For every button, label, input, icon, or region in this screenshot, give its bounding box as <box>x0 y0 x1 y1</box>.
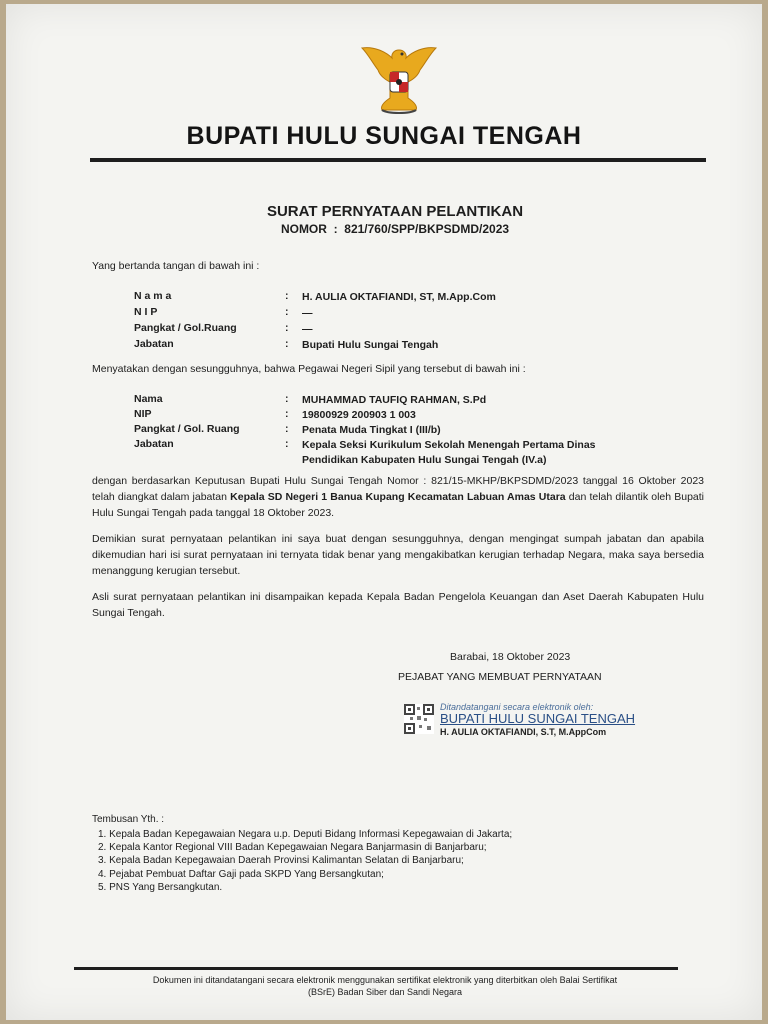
statement-text: Menyatakan dengan sesungguhnya, bahwa Pegawai Negeri Sipil yang tersebut di bawah ini : <box>92 363 526 375</box>
official-title: PEJABAT YANG MEMBUAT PERNYATAAN <box>398 671 602 683</box>
signer-value-position: Bupati Hulu Sungai Tengah <box>302 339 439 351</box>
signer-label-nip: N I P <box>134 306 158 318</box>
intro-text: Yang bertanda tangan di bawah ini : <box>92 260 260 272</box>
footer-divider <box>74 967 678 970</box>
original-copy-paragraph: Asli surat pernyataan pelantikan ini disampaikan kepada Kepala Badan Pengelola Keuangan dan Aset Daerah Kabupaten Hulu Sungai Tengah. <box>92 591 704 619</box>
qr-code-icon <box>404 704 434 734</box>
footer-note: Dokumen ini ditandatangani secara elektronik menggunakan sertifikat elektronik yang diterbitkan oleh Balai Sertifikat (BSrE) Badan Siber dan Sandi Negara <box>152 975 618 997</box>
employee-label-position: Jabatan <box>134 438 174 450</box>
signer-label-rank: Pangkat / Gol.Ruang <box>134 322 237 334</box>
cc-list <box>98 828 512 894</box>
document-title: SURAT PERNYATAAN PELANTIKAN <box>266 203 524 220</box>
signature-title: BUPATI HULU SUNGAI TENGAH <box>440 711 636 726</box>
list-item: 4. Pejabat Pembuat Daftar Gaji pada SKPD Yang Bersangkutan; <box>98 868 384 880</box>
appointment-paragraph: dengan berdasarkan Keputusan Bupati Hulu Sungai Tengah Nomor : 821/15-MKHP/BKPSDMD/2023 tanggal 16 Oktober 2023 telah diangkat dalam jabatan Kepala SD Negeri 1 Banua Kupang Kecamatan Labuan Amas Utara dan telah dilantik oleh Bupati Hulu Sungai Tengah pada tanggal 18 Oktober 2023. <box>92 475 705 519</box>
electronic-signature <box>404 702 664 742</box>
employee-value-name: MUHAMMAD TAUFIQ RAHMAN, S.Pd <box>302 394 487 406</box>
employee-value-position: Kepala Seksi Kurikulum Sekolah Menengah Pertama Dinas Pendidikan Kabupaten Hulu Sungai Tengah (IV.a) <box>302 439 596 466</box>
declaration-paragraph: Demikian surat pernyataan pelantikan ini saya buat dengan sesungguhnya, dengan mengingat sumpah jabatan dan apabila dikemudian hari isi surat pernyataan ini ternyata tidak benar yang mengakibatkan kerugian terhadap Negara, maka saya bersedia menanggung kerugian tersebut. <box>92 533 704 577</box>
signer-value-nip: — <box>302 307 313 319</box>
employee-label-nip: NIP <box>134 408 152 420</box>
document-number: NOMOR : 821/760/SPP/BKPSDMD/2023 <box>280 222 510 236</box>
header-divider <box>90 158 706 162</box>
issuer-title: BUPATI HULU SUNGAI TENGAH <box>186 122 582 150</box>
employee-label-name: Nama <box>134 393 163 405</box>
employee-value-rank: Penata Muda Tingkat I (III/b) <box>302 424 441 436</box>
signer-value-name: H. AULIA OKTAFIANDI, ST, M.App.Com <box>302 291 496 303</box>
employee-value-nip: 19800929 200903 1 003 <box>302 409 416 421</box>
cc-title: Tembusan Yth. : <box>92 814 165 825</box>
signer-label-name: N a m a <box>134 290 172 302</box>
list-item: 3. Kepala Badan Kepegawaian Daerah Provinsi Kalimantan Selatan di Banjarbaru; <box>98 855 464 867</box>
signer-value-rank: — <box>302 323 313 335</box>
list-item: 1. Kepala Badan Kepegawaian Negara u.p. Deputi Bidang Informasi Kepegawaian di Jakarta; <box>98 829 513 840</box>
list-item: 2. Kepala Kantor Regional VIII Badan Kepegawaian Negara Banjarmasin di Banjarbaru; <box>98 842 487 854</box>
garuda-emblem-icon <box>356 42 442 118</box>
list-item: 5. PNS Yang Bersangkutan. <box>98 881 223 893</box>
signature-note: Ditandatangani secara elektronik oleh: <box>440 702 594 712</box>
signature-name: H. AULIA OKTAFIANDI, S.T, M.AppCom <box>440 727 607 737</box>
place-date: Barabai, 18 Oktober 2023 <box>450 651 571 663</box>
employee-label-rank: Pangkat / Gol. Ruang <box>134 423 240 435</box>
signer-label-position: Jabatan <box>134 338 174 350</box>
